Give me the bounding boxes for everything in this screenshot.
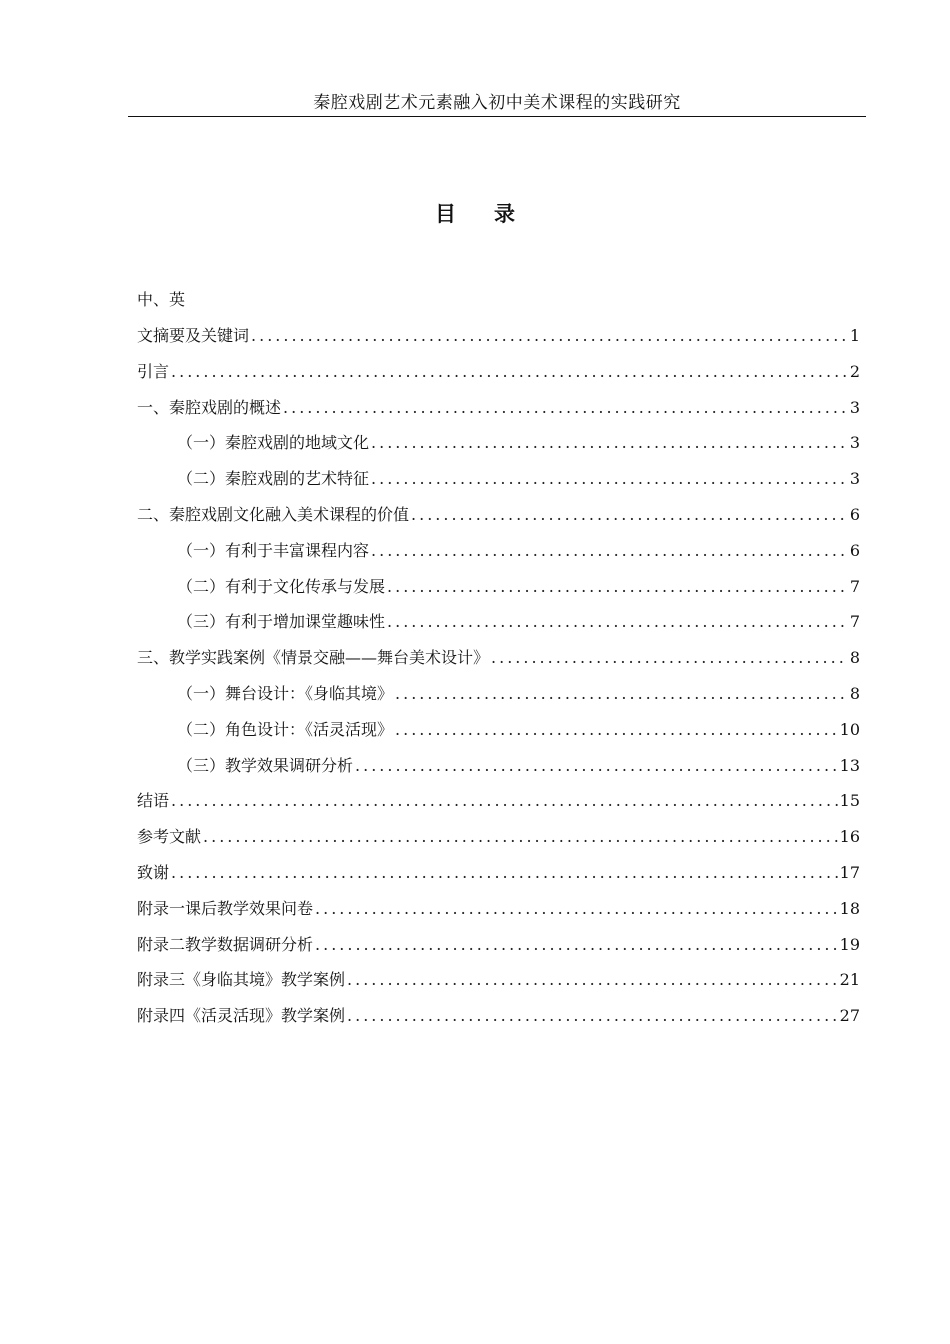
toc-entry-page-number: 6 bbox=[849, 504, 860, 524]
toc-entry[interactable] bbox=[137, 390, 860, 426]
toc-dot-leader bbox=[315, 927, 838, 963]
toc-entry-label: （一）秦腔戏剧的地域文化 bbox=[177, 433, 370, 453]
toc-entry-label: （二）秦腔戏剧的艺术特征 bbox=[177, 469, 370, 489]
toc-entry[interactable] bbox=[137, 604, 860, 640]
toc-entry-label: （一）有利于丰富课程内容 bbox=[177, 540, 370, 560]
toc-entry-label: 附录三《身临其境》教学案例 bbox=[137, 970, 346, 990]
toc-dot-leader bbox=[411, 497, 848, 533]
toc-entry-label: 三、教学实践案例《情景交融——舞台美术设计》 bbox=[137, 648, 490, 668]
toc-entry-page-number: 13 bbox=[839, 755, 860, 775]
toc-entry-page-number: 27 bbox=[839, 1006, 860, 1026]
toc-entry-label: 参考文献 bbox=[137, 827, 202, 847]
toc-entry-label: （二）有利于文化传承与发展 bbox=[177, 576, 386, 596]
toc-entry[interactable] bbox=[137, 318, 860, 354]
toc-entry-label: （三）教学效果调研分析 bbox=[177, 755, 354, 775]
toc-dot-leader bbox=[203, 819, 838, 855]
toc-entry-label: 文摘要及关键词 bbox=[137, 326, 250, 345]
toc-dot-leader bbox=[171, 783, 838, 819]
toc-entry-page-number: 19 bbox=[839, 934, 860, 954]
toc-entry[interactable] bbox=[137, 533, 860, 569]
toc-entry-label: （一）舞台设计：《身临其境》 bbox=[177, 683, 394, 703]
toc-entries bbox=[137, 318, 860, 1034]
toc-dot-leader bbox=[371, 425, 848, 461]
toc-entry-label: 结语 bbox=[137, 791, 170, 811]
toc-entry-label: 附录一课后教学效果问卷 bbox=[137, 898, 314, 918]
toc-dot-leader bbox=[355, 748, 838, 784]
running-header bbox=[128, 92, 866, 117]
toc-entry[interactable] bbox=[137, 855, 860, 891]
toc-entry[interactable] bbox=[137, 783, 860, 819]
table-of-contents bbox=[137, 282, 860, 1034]
toc-title: 目录 bbox=[435, 201, 553, 226]
toc-entry-page-number: 21 bbox=[839, 970, 860, 990]
toc-dot-leader bbox=[283, 390, 848, 426]
toc-dot-leader bbox=[387, 569, 848, 605]
toc-entry[interactable] bbox=[137, 748, 860, 784]
toc-entry[interactable] bbox=[137, 425, 860, 461]
toc-dot-leader bbox=[251, 318, 848, 354]
toc-entry[interactable] bbox=[137, 497, 860, 533]
toc-entry[interactable] bbox=[137, 640, 860, 676]
toc-dot-leader bbox=[387, 604, 848, 640]
toc-entry-label: 一、秦腔戏剧的概述 bbox=[137, 397, 282, 417]
toc-entry-page-number: 8 bbox=[849, 683, 860, 703]
toc-dot-leader bbox=[491, 640, 848, 676]
toc-entry[interactable] bbox=[137, 354, 860, 390]
toc-entry-label: 引言 bbox=[137, 361, 170, 381]
toc-entry-page-number: 2 bbox=[849, 361, 860, 381]
toc-dot-leader bbox=[395, 712, 838, 748]
toc-entry-page-number: 15 bbox=[839, 791, 860, 811]
toc-entry-page-number: 7 bbox=[849, 612, 860, 632]
toc-entry-page-number: 10 bbox=[839, 719, 860, 739]
toc-entry-page-number: 8 bbox=[849, 648, 860, 668]
toc-entry[interactable] bbox=[137, 676, 860, 712]
toc-entry-page-number: 3 bbox=[849, 397, 860, 417]
toc-dot-leader bbox=[171, 354, 848, 390]
toc-entry-page-number: 16 bbox=[839, 827, 860, 847]
toc-entry-label: （二）角色设计：《活灵活现》 bbox=[177, 719, 394, 739]
toc-entry-label: （三）有利于增加课堂趣味性 bbox=[177, 612, 386, 632]
toc-dot-leader bbox=[395, 676, 848, 712]
header-title: 秦腔戏剧艺术元素融入初中美术课程的实践研究 bbox=[313, 93, 681, 113]
toc-entry[interactable] bbox=[137, 819, 860, 855]
toc-entry-page-number: 3 bbox=[849, 433, 860, 453]
toc-dot-leader bbox=[371, 461, 848, 497]
toc-entry[interactable] bbox=[137, 962, 860, 998]
toc-entry[interactable] bbox=[137, 461, 860, 497]
toc-entry-page-number: 18 bbox=[839, 898, 860, 918]
toc-heading-line: 中、英 bbox=[137, 290, 186, 309]
toc-entry[interactable] bbox=[137, 927, 860, 963]
toc-entry-page-number: 3 bbox=[849, 469, 860, 489]
toc-entry[interactable] bbox=[137, 891, 860, 927]
toc-entry[interactable] bbox=[137, 712, 860, 748]
toc-entry-label: 二、秦腔戏剧文化融入美术课程的价值 bbox=[137, 504, 410, 524]
toc-entry-page-number: 6 bbox=[849, 540, 860, 560]
toc-dot-leader bbox=[347, 962, 838, 998]
toc-entry-label: 附录二教学数据调研分析 bbox=[137, 934, 314, 954]
toc-entry-label: 致谢 bbox=[137, 862, 170, 882]
toc-entry[interactable] bbox=[137, 569, 860, 605]
toc-dot-leader bbox=[371, 533, 848, 569]
toc-dot-leader bbox=[347, 998, 838, 1034]
toc-entry-label: 附录四《活灵活现》教学案例 bbox=[137, 1006, 346, 1026]
toc-entry-page-number: 1 bbox=[849, 326, 860, 345]
toc-entry[interactable] bbox=[137, 998, 860, 1034]
toc-dot-leader bbox=[315, 891, 838, 927]
toc-entry-page-number: 17 bbox=[839, 862, 860, 882]
toc-dot-leader bbox=[171, 855, 838, 891]
toc-entry-page-number: 7 bbox=[849, 576, 860, 596]
